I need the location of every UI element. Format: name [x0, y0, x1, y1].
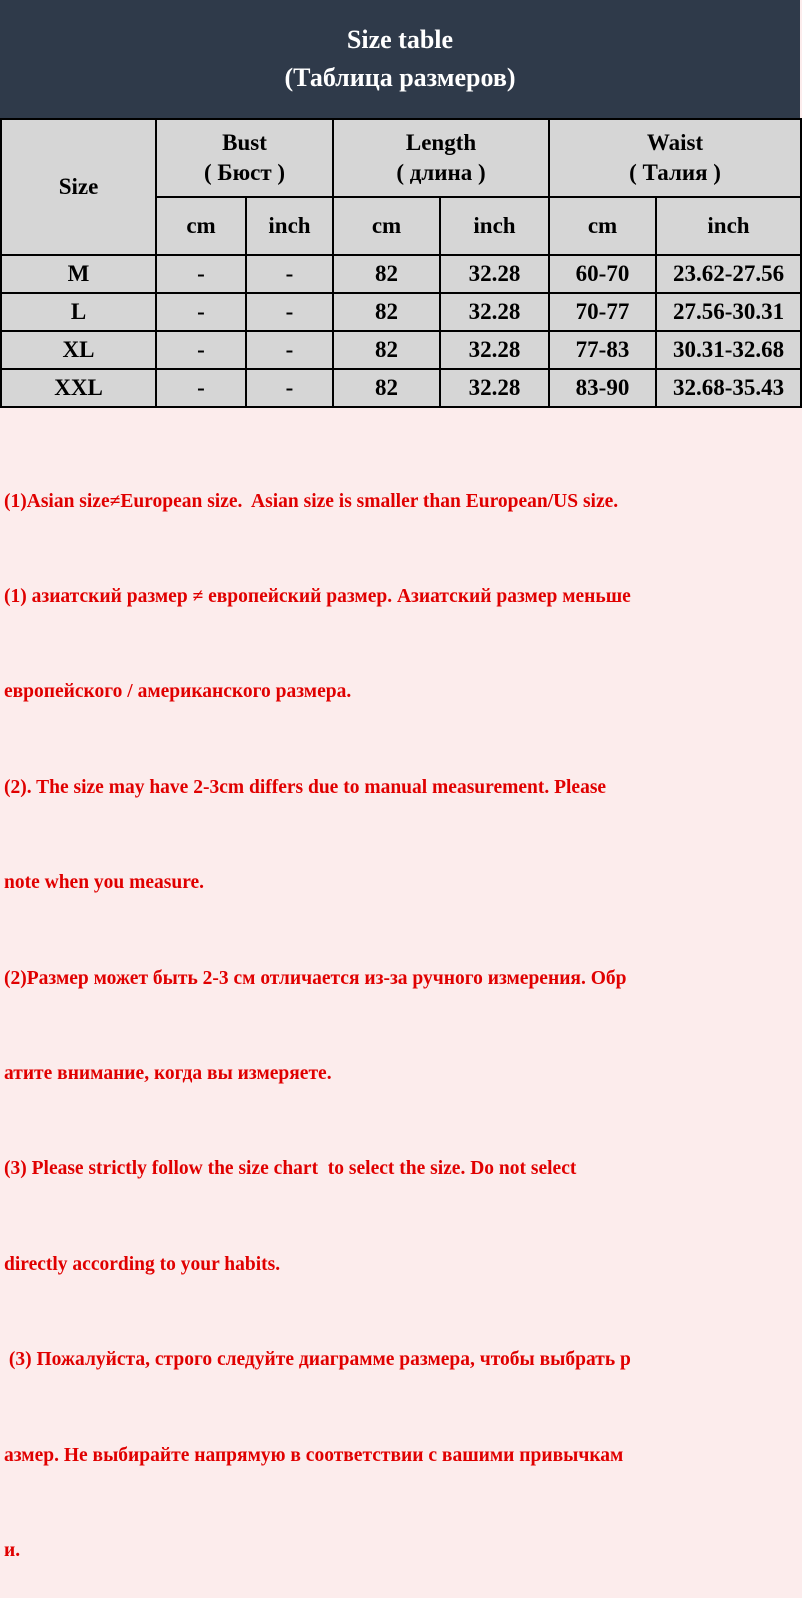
table-cell: 32.28	[440, 369, 549, 407]
table-cell: 23.62-27.56	[656, 255, 801, 293]
unit-header: cm	[156, 197, 246, 255]
unit-header: inch	[656, 197, 801, 255]
table-cell: 32.28	[440, 293, 549, 331]
table-cell: 32.28	[440, 331, 549, 369]
waist-group-header	[549, 119, 801, 197]
waist-sublabel: ( Талия )	[629, 160, 721, 185]
table-cell: -	[246, 331, 333, 369]
length-sublabel: ( длина )	[396, 160, 486, 185]
table-row	[1, 369, 801, 407]
note-line: (1) азиатский размер ≠ европейский размер. Азиатский размер меньше	[4, 585, 631, 607]
table-cell: -	[156, 369, 246, 407]
size-cell: XL	[1, 331, 156, 369]
size-table-header	[0, 0, 800, 118]
table-cell: 27.56-30.31	[656, 293, 801, 331]
table-row	[1, 255, 801, 293]
table-cell: -	[156, 255, 246, 293]
table-cell: -	[246, 369, 333, 407]
bust-sublabel: ( Бюст )	[203, 160, 286, 185]
note-line: (3) Пожалуйста, строго следуйте диаграмме размера, чтобы выбрать р	[4, 1349, 631, 1371]
length-label: Length	[405, 130, 477, 155]
unit-header: inch	[246, 197, 333, 255]
note-line: directly according to your habits.	[4, 1253, 281, 1275]
table-cell: -	[156, 331, 246, 369]
note-line: и.	[4, 1539, 21, 1561]
note-line: (2). The size may have 2-3cm differs due to manual measurement. Please	[4, 776, 607, 798]
note-line: (3) Please strictly follow the size chart to select the size. Do not select	[4, 1158, 577, 1180]
size-cell: M	[1, 255, 156, 293]
table-cell: 77-83	[549, 331, 656, 369]
note-line: (1)Asian size≠European size. Asian size is smaller than European/US size.	[4, 490, 619, 512]
title-line-2: (Таблица размеров)	[284, 63, 516, 92]
table-row	[1, 331, 801, 369]
table-cell: 32.68-35.43	[656, 369, 801, 407]
note-line: note when you measure.	[4, 872, 205, 894]
note-line: (2)Размер может быть 2-3 см отличается из-за ручного измерения. Обр	[4, 967, 627, 989]
table-row	[1, 293, 801, 331]
note-line: европейского / американского размера.	[4, 681, 352, 703]
unit-header: cm	[333, 197, 440, 255]
table-cell: 82	[333, 255, 440, 293]
bust-group-header	[156, 119, 333, 197]
table-cell: -	[246, 293, 333, 331]
table-cell: -	[156, 293, 246, 331]
title-line-1: Size table	[346, 25, 454, 54]
size-cell: XXL	[1, 369, 156, 407]
bust-label: Bust	[222, 130, 267, 155]
table-cell: 32.28	[440, 255, 549, 293]
size-table	[0, 118, 802, 408]
table-cell: 70-77	[549, 293, 656, 331]
unit-header: cm	[549, 197, 656, 255]
table-cell: 30.31-32.68	[656, 331, 801, 369]
length-group-header	[333, 119, 549, 197]
table-cell: 82	[333, 369, 440, 407]
size-notes	[0, 418, 800, 1561]
unit-header: inch	[440, 197, 549, 255]
note-line: азмер. Не выбирайте напрямую в соответствии с вашими привычкам	[4, 1444, 624, 1466]
table-cell: 60-70	[549, 255, 656, 293]
table-cell: 82	[333, 331, 440, 369]
size-column-header: Size	[1, 119, 156, 255]
table-cell: -	[246, 255, 333, 293]
table-cell: 83-90	[549, 369, 656, 407]
size-cell: L	[1, 293, 156, 331]
waist-label: Waist	[646, 130, 704, 155]
note-line: атите внимание, когда вы измеряете.	[4, 1062, 332, 1084]
table-cell: 82	[333, 293, 440, 331]
